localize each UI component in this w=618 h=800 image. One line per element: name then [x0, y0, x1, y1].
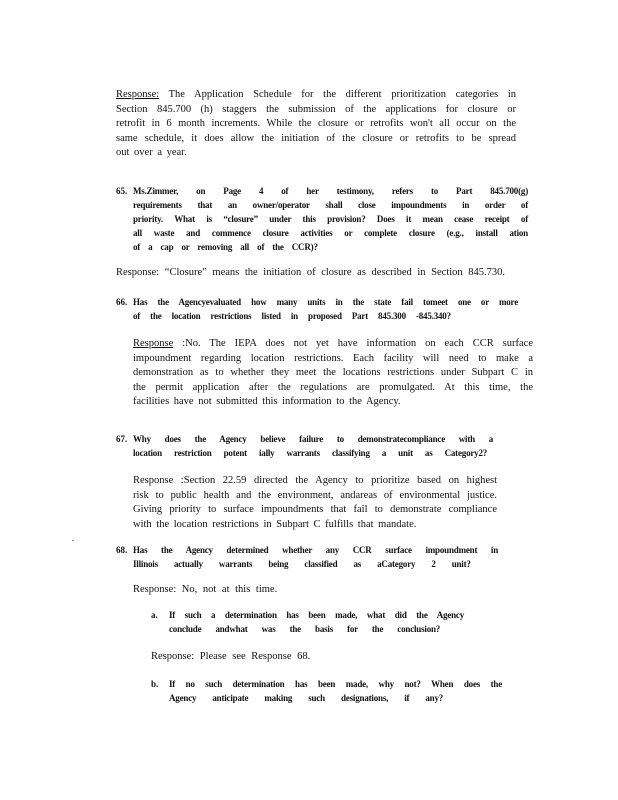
intro-response-line-2: Section 845.700 (h) staggers the submission of the applications for closure or: [116, 103, 516, 115]
response-68: Response: No, not at this time.: [133, 584, 278, 595]
response-68a: Response: Please see Response 68.: [151, 651, 311, 662]
intro-response-line-3: retrofit in 6 month increments. While the closure or retrofits won't all occur on the: [116, 118, 516, 129]
sub-question-b-text: If no such determination has been made, why not? When does the Agency anticipate making such designations, if any?: [169, 679, 502, 703]
sub-question-letter-a: a.: [151, 610, 158, 620]
question-number-66: 66.: [116, 297, 128, 307]
intro-response-line-1: Response: The Application Schedule for the different prioritization categories in: [116, 89, 516, 100]
question-65-text: Ms.Zimmer, on Page 4 of her testimony, refers to Part 845.700(g) requirements that an owner/operator shall close impoundments in order of priority. What is “closure” under this provision? Does it mean cease receipt of all waste and commence closure activities or complete closure (e.g., install ation of a cap or removing all of the CCR)?: [133, 186, 528, 252]
question-67-text: Why does the Agency believe failure to demonstratecompliance with a location restriction potent ially warrants classifying a unit as Category2?: [133, 434, 493, 458]
question-number-68: 68.: [116, 545, 128, 555]
question-66-text: Has the Agencyevaluated how many units in the state fail tomeet one or more of the location restrictions listed in proposed Part 845.300 -845.340?: [133, 297, 518, 321]
intro-response-line-4: same schedule, it does allow the initiation of the closure or retrofits to be spread: [116, 132, 516, 144]
question-number-67: 67.: [116, 434, 128, 444]
sub-question-a-text: If such a determination has been made, what did the Agency conclude andwhat was the basis for the conclusion?: [169, 610, 464, 634]
response-67-paragraph: Response :Section 22.59 directed the Agency to prioritize based on highest risk to public health and the environment, andareas of environmental justice. Giving priority to surface impoundments that fail to demonstrate compliance with the location restrictions in Subpart C fulfills that mandate.: [133, 475, 497, 530]
response-66-paragraph: Response :No. The IEPA does not yet have information on each CCR surface impoundment regarding location restrictions. Each facility will need to make a demonstration as to whether they meet the locations restrictions under Subpart C in the permit application after the regulations are promulgated. At this time, the facilities have not submitted this information to the Agency.: [133, 338, 533, 407]
question-68-text: Has the Agency determined whether any CCR surface impoundment in Illinois actually warrants being classified as aCategory 2 unit?: [133, 545, 498, 569]
question-number-65: 65.: [116, 186, 128, 196]
intro-response-line-5: out over a year.: [116, 147, 187, 158]
margin-mark: [72, 540, 74, 541]
response-65: Response: “Closure” means the initiation of closure as described in Section 845.730.: [116, 267, 506, 278]
response-label: Response:: [116, 89, 160, 100]
sub-question-letter-b: b.: [151, 679, 159, 689]
intro-response-paragraph: [116, 88, 516, 161]
response-66-label: Response: [133, 338, 174, 349]
